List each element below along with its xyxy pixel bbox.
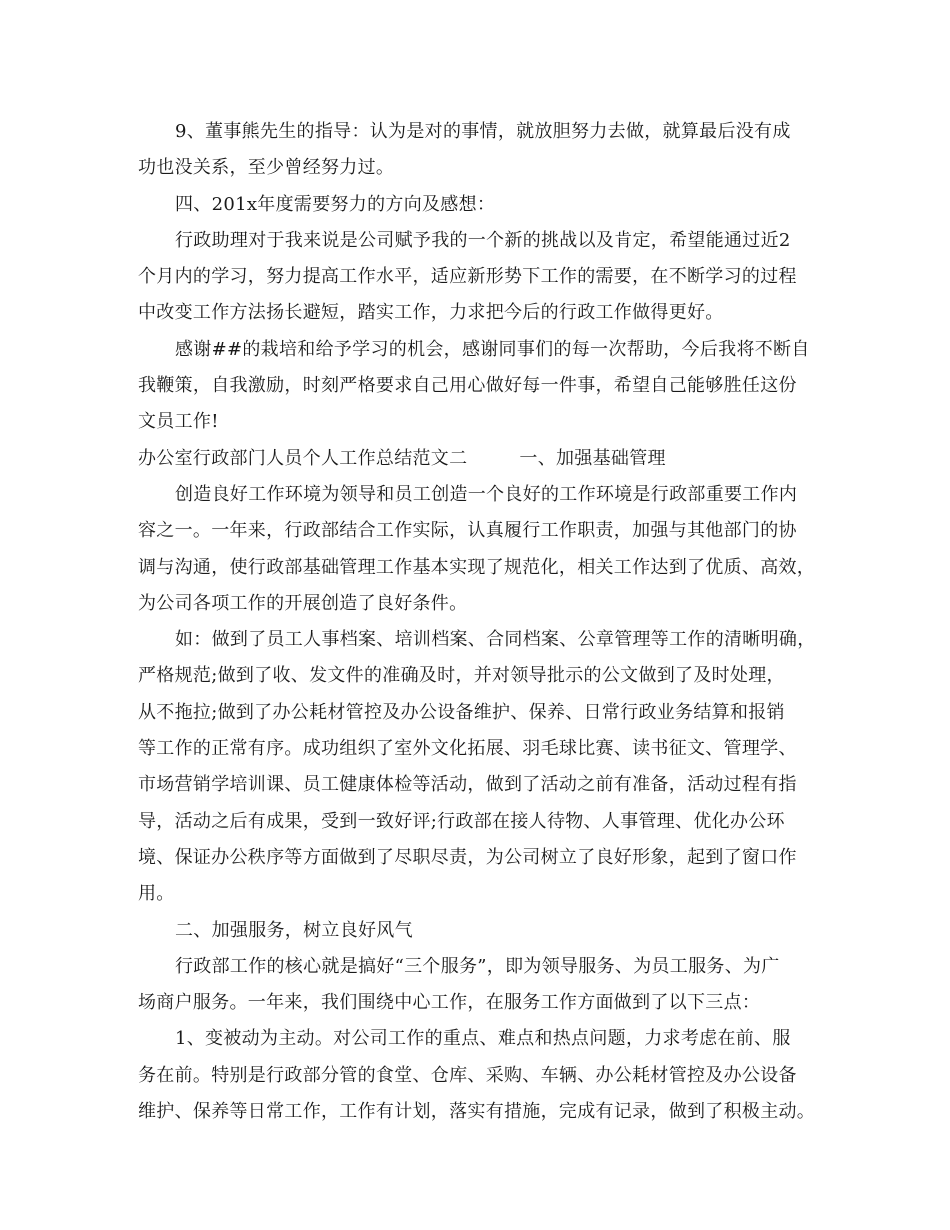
- line-text: 办公室行政部门人员个人工作总结范文二: [138, 447, 468, 469]
- line-text: 境、保证办公秩序等方面做到了尽职尽责，为公司树立了良好形象，起到了窗口作: [138, 846, 797, 868]
- line-text: 文员工作!: [138, 411, 219, 433]
- line-text: 市场营销学培训课、员工健康体检等活动，做到了活动之前有准备，活动过程有指: [138, 774, 797, 796]
- text-line: [138, 804, 828, 840]
- section-heading: 一、加强基础管理: [519, 447, 666, 469]
- text-line: [138, 114, 828, 150]
- text-line: [138, 586, 828, 622]
- text-line: [138, 259, 828, 295]
- text-line: [138, 731, 828, 767]
- line-text: 四、201x年度需要努力的方向及感想：: [175, 193, 496, 215]
- line-text: 中改变工作方法扬长避短，踏实工作，力求把今后的行政工作做得更好。: [138, 302, 724, 324]
- text-line: [138, 150, 828, 186]
- text-line: [138, 840, 828, 876]
- text-line: [138, 295, 828, 331]
- line-text: 从不拖拉;做到了办公耗材管控及办公设备维护、保养、日常行政业务结算和报销: [138, 701, 785, 723]
- line-text: 如：做到了员工人事档案、培训档案、合同档案、公章管理等工作的清晰明确，: [175, 629, 816, 651]
- line-text: 功也没关系，至少曾经努力过。: [138, 157, 395, 179]
- text-line: [138, 223, 828, 259]
- line-text: 为公司各项工作的开展创造了良好条件。: [138, 592, 468, 614]
- text-line: [138, 441, 828, 477]
- text-line: [138, 513, 828, 549]
- text-line: [138, 695, 828, 731]
- line-text: 调与沟通，使行政部基础管理工作基本实现了规范化，相关工作达到了优质、高效，: [138, 556, 816, 578]
- text-line: [138, 1021, 828, 1057]
- line-text: 1、变被动为主动。对公司工作的重点、难点和热点问题，力求考虑在前、服: [175, 1028, 791, 1050]
- line-text: 严格规范;做到了收、发文件的准确及时，并对领导批示的公文做到了及时处理，: [138, 665, 785, 687]
- text-line: [138, 1094, 828, 1130]
- text-line: [138, 658, 828, 694]
- line-text: 创造良好工作环境为领导和员工创造一个良好的工作环境是行政部重要工作内: [175, 483, 798, 505]
- text-line: [138, 876, 828, 912]
- line-text: 行政助理对于我来说是公司赋予我的一个新的挑战以及肯定，希望能通过近2: [175, 229, 791, 251]
- line-text: 我鞭策，自我激励，时刻严格要求自己用心做好每一件事，希望自己能够胜任这份: [138, 375, 797, 397]
- text-line: [138, 985, 828, 1021]
- line-text: 二、加强服务，树立良好风气: [175, 919, 413, 941]
- line-text: 容之一。一年来，行政部结合工作实际，认真履行工作职责，加强与其他部门的协: [138, 520, 797, 542]
- line-text: 用。: [138, 883, 175, 905]
- line-text: 场商户服务。一年来，我们围绕中心工作，在服务工作方面做到了以下三点：: [138, 992, 761, 1014]
- line-text: 维护、保养等日常工作，工作有计划，落实有措施，完成有记录，做到了积极主动。: [138, 1101, 816, 1123]
- line-text: 个月内的学习，努力提高工作水平，适应新形势下工作的需要，在不断学习的过程: [138, 266, 797, 288]
- text-line: [138, 404, 828, 440]
- line-text: 感谢##的栽培和给予学习的机会，感谢同事们的每一次帮助，今后我将不断自: [175, 338, 810, 360]
- text-line: [138, 477, 828, 513]
- text-line: [138, 913, 828, 949]
- line-text: 9、董事熊先生的指导：认为是对的事情，就放胆努力去做，就算最后没有成: [175, 121, 791, 142]
- text-line: [138, 550, 828, 586]
- text-line: [138, 622, 828, 658]
- text-line: [138, 767, 828, 803]
- line-text: 行政部工作的核心就是搞好“三个服务”，即为领导服务、为员工服务、为广: [175, 955, 780, 977]
- document-body: [138, 114, 828, 1130]
- line-text: 务在前。特别是行政部分管的食堂、仓库、采购、车辆、办公耗材管控及办公设备: [138, 1064, 797, 1086]
- text-line: [138, 1058, 828, 1094]
- text-line: [138, 368, 828, 404]
- line-text: 导，活动之后有成果，受到一致好评;行政部在接人待物、人事管理、优化办公环: [138, 810, 785, 832]
- text-line: [138, 187, 828, 223]
- line-text: 等工作的正常有序。成功组织了室外文化拓展、羽毛球比赛、读书征文、管理学、: [138, 738, 797, 760]
- text-line: [138, 332, 828, 368]
- text-line: [138, 949, 828, 985]
